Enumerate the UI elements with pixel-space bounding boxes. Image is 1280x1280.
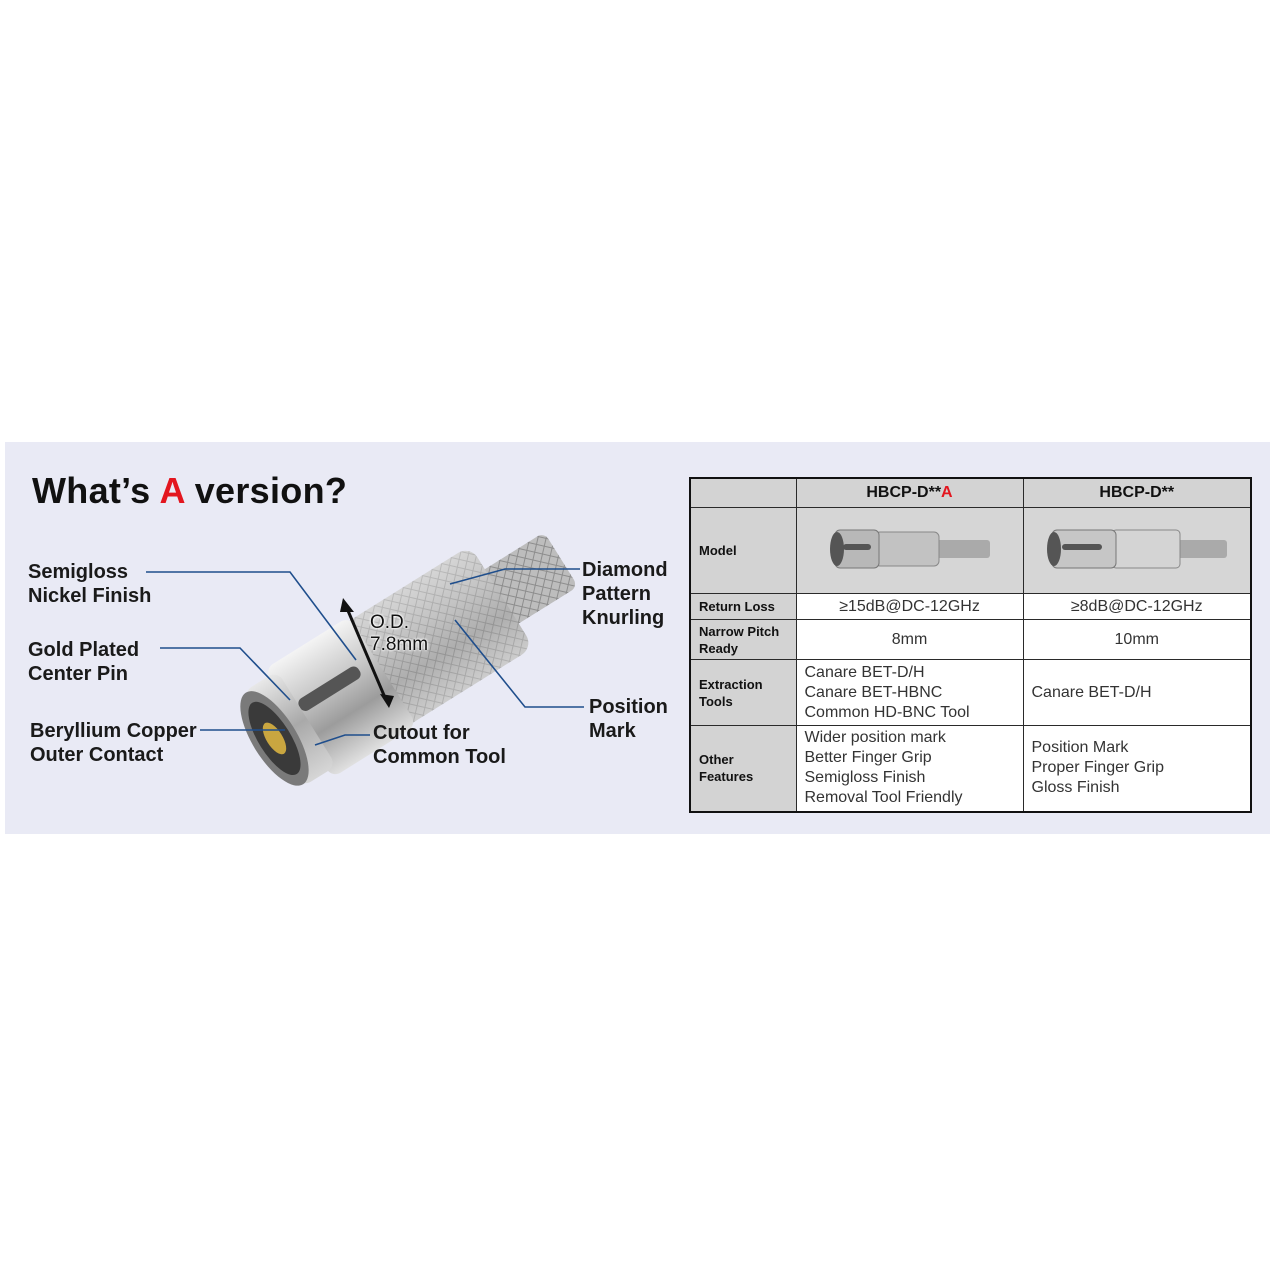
header-blank — [690, 478, 796, 508]
table-row-other-features — [690, 726, 1251, 812]
row-label-return-loss: Return Loss — [690, 594, 796, 620]
return-loss-standard: ≥8dB@DC-12GHz — [1023, 594, 1251, 620]
model-image-a — [796, 508, 1023, 594]
column-header-a-version: HBCP-D**A — [796, 478, 1023, 508]
extraction-tools-standard: Canare BET-D/H — [1023, 660, 1251, 726]
connector-a-thumbnail — [825, 518, 995, 578]
callout-cutout: Cutout for Common Tool — [373, 722, 506, 768]
callout-gold-pin: Gold Plated Center Pin — [28, 639, 140, 685]
narrow-pitch-standard: 10mm — [1023, 620, 1251, 660]
callout-diamond: Diamond Pattern Knurling — [582, 559, 668, 629]
model-image-standard — [1023, 508, 1251, 594]
extraction-tools-a: Canare BET-D/H Canare BET-HBNC Common HD-BNC Tool — [796, 660, 1023, 726]
table-row-model — [690, 508, 1251, 594]
table-row-return-loss — [690, 594, 1251, 620]
title-prefix: What’s — [32, 470, 160, 511]
callout-beryllium: Beryllium Copper Outer Contact — [30, 720, 197, 766]
title-accent: A — [159, 470, 185, 511]
row-label-extraction-tools: Extraction Tools — [690, 660, 796, 726]
row-label-model: Model — [690, 508, 796, 594]
other-features-standard: Position Mark Proper Finger Grip Gloss Finish — [1023, 726, 1251, 812]
outer-diameter-label: O.D. 7.8mm — [370, 612, 429, 655]
narrow-pitch-a: 8mm — [796, 620, 1023, 660]
title-suffix: version? — [184, 470, 348, 511]
row-label-narrow-pitch: Narrow Pitch Ready — [690, 620, 796, 660]
table-header-row — [690, 478, 1251, 508]
comparison-table — [689, 477, 1252, 813]
table-row-extraction-tools — [690, 660, 1251, 726]
callout-semigloss: Semigloss Nickel Finish — [28, 561, 152, 607]
other-features-a: Wider position mark Better Finger Grip Semigloss Finish Removal Tool Friendly — [796, 726, 1023, 812]
connector-standard-thumbnail — [1042, 518, 1232, 578]
callout-position: Position Mark — [589, 696, 668, 742]
column-header-standard: HBCP-D** — [1023, 478, 1251, 508]
row-label-other-features: Other Features — [690, 726, 796, 812]
table-row-narrow-pitch — [690, 620, 1251, 660]
return-loss-a: ≥15dB@DC-12GHz — [796, 594, 1023, 620]
